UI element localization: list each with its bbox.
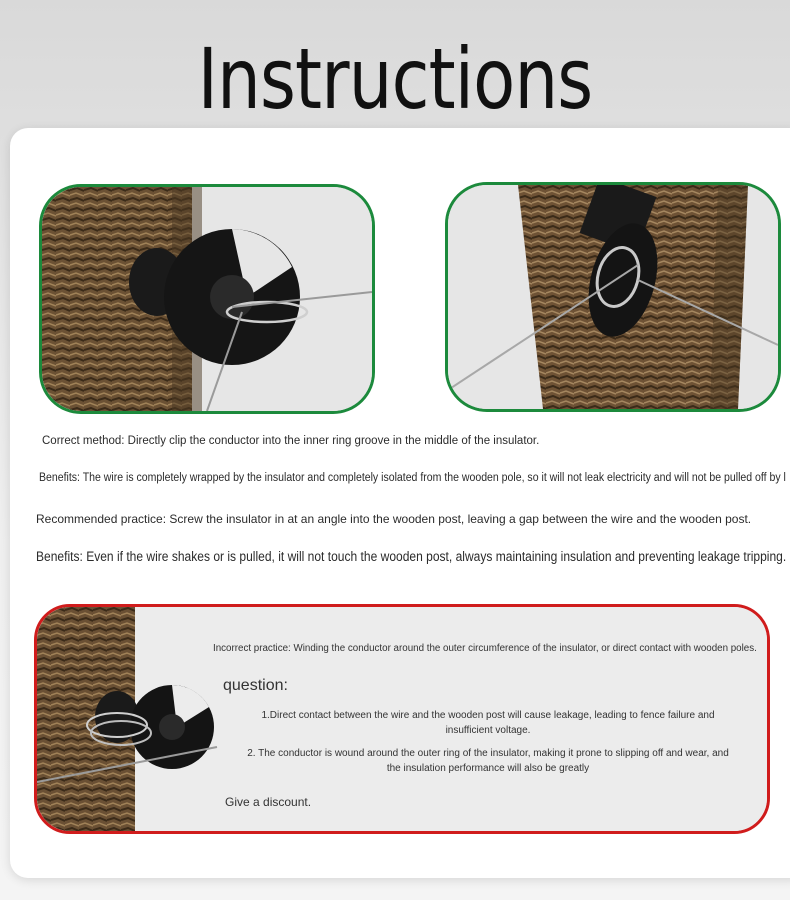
discount-text: Give a discount. bbox=[225, 795, 312, 809]
recommended-practice-photo bbox=[445, 182, 781, 412]
benefits-text-1: Benefits: The wire is completely wrapped by the insulator and completely isolated from the wooden pole, so it will not leak electricity and will not be pulled off by l bbox=[39, 472, 786, 484]
incorrect-practice-text: Incorrect practice: Winding the conductor around the outer circumference of the insulator, or direct contact with wooden poles. bbox=[213, 643, 757, 654]
insulator-angled-illustration bbox=[448, 185, 778, 409]
benefits-text-2: Benefits: Even if the wire shakes or is pulled, it will not touch the wooden post, always maintaining insulation and preventing leakage tripping. bbox=[36, 549, 787, 564]
page-title: Instructions bbox=[197, 30, 593, 128]
problem-1-text: 1.Direct contact between the wire and the wooden post will cause leakage, leading to fence failure and insufficient voltage. bbox=[261, 710, 715, 736]
recommended-practice-text: Recommended practice: Screw the insulator in at an angle into the wooden post, leaving a gap between the wire and the wooden post. bbox=[36, 512, 752, 526]
problem-2-text: 2. The conductor is wound around the outer ring of the insulator, making it prone to slipping off and wear, and the insulation performance will also be greatly bbox=[247, 748, 729, 774]
incorrect-practice-panel bbox=[34, 604, 770, 834]
insulator-front-illustration bbox=[42, 187, 372, 411]
question-heading: question: bbox=[223, 677, 288, 694]
correct-method-photo bbox=[39, 184, 375, 414]
correct-method-text: Correct method: Directly clip the conductor into the inner ring groove in the middle of the insulator. bbox=[42, 435, 540, 447]
